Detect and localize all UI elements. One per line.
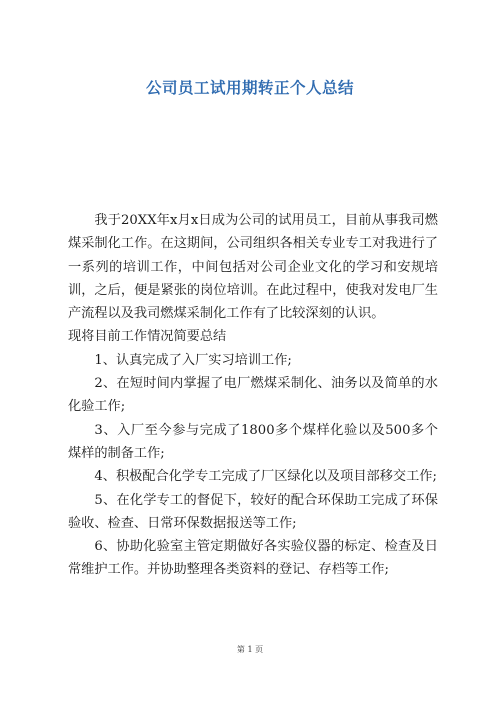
list-item: 4、积极配合化学专工完成了厂区绿化以及项目部移交工作; — [94, 469, 437, 485]
list-item: 6、协助化验室主管定期做好各实验仪器的标定、检查及日常维护工作。并协助整理各类资料的登记、存档等工作; — [68, 539, 438, 578]
page-title: 公司员工试用期转正个人总结 — [145, 79, 354, 97]
intro-summary-line: 现将目前工作情况简要总结 — [68, 329, 227, 345]
intro-paragraph: 我于20XX年x月x日成为公司的试用员工，目前从事我司燃煤采制化工作。在这期间，公司组织各相关专业专工对我进行了一系列的培训工作，中间包括对公司企业文化的学习和安规培训，之后，便是紧张的岗位培训。在此过程中，使我对发电厂生产流程以及我司燃煤采制化工作有了比较深刻的认识。 — [68, 213, 438, 322]
list-item: 2、在短时间内掌握了电厂燃煤采制化、油务以及简单的水化验工作; — [68, 376, 438, 415]
document-body — [68, 209, 438, 582]
list-item: 3、入厂至今参与完成了1800多个煤样化验以及500多个煤样的制备工作; — [68, 422, 438, 461]
list-item: 1、认真完成了入厂实习培训工作; — [94, 352, 292, 368]
page-footer: 第 1 页 — [236, 645, 264, 654]
list-item: 5、在化学专工的督促下，较好的配合环保助工完成了环保验收、检查、日常环保数据报送等工作; — [68, 492, 438, 531]
